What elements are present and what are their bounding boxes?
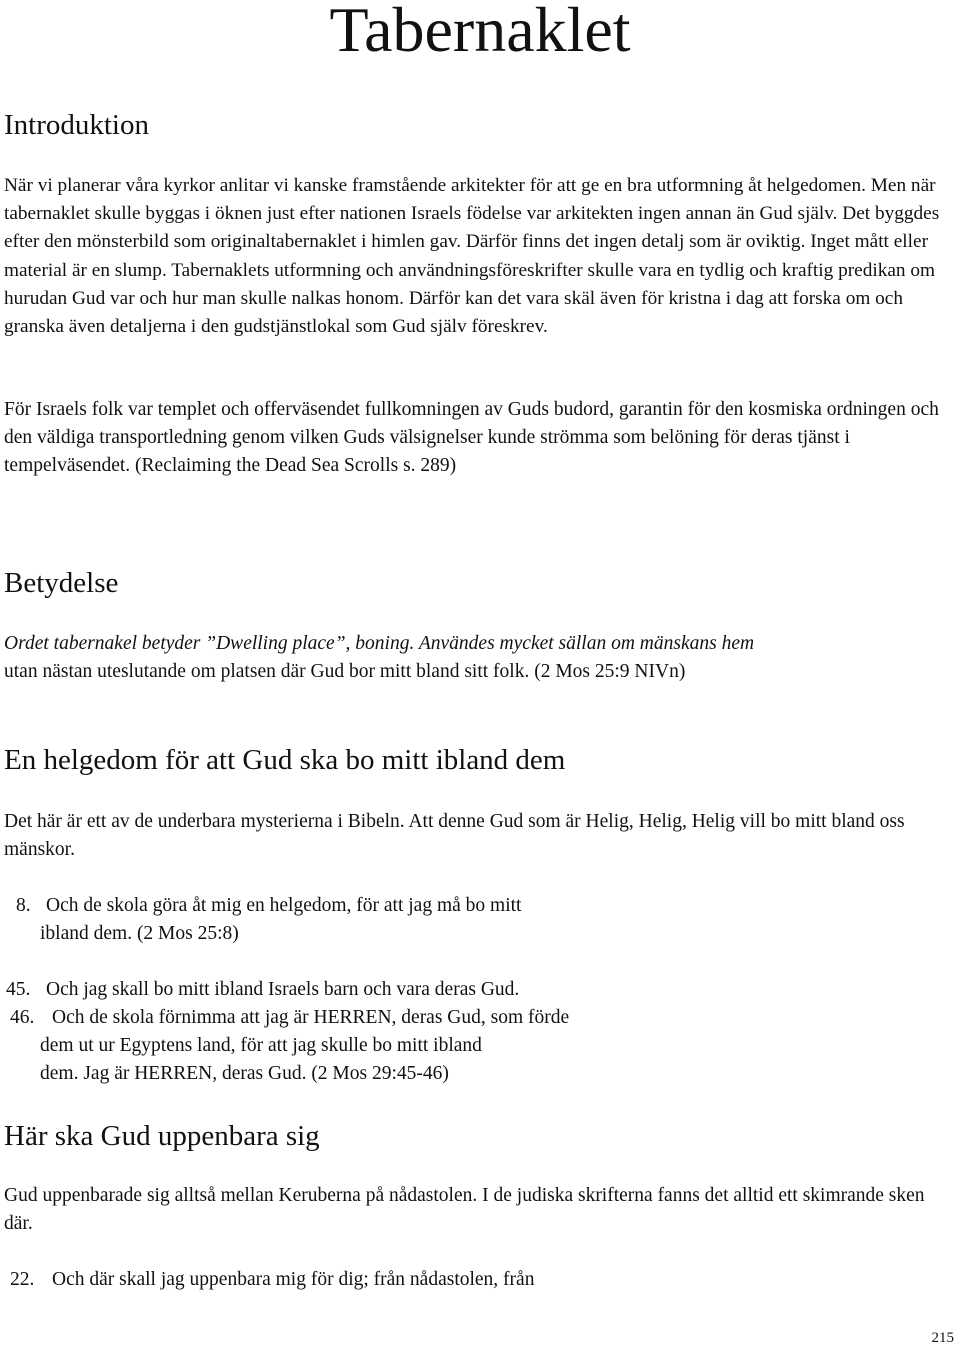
heading-betydelse: Betydelse xyxy=(4,567,119,599)
verse-8-line-2: ibland dem. (2 Mos 25:8) xyxy=(40,923,239,944)
page-title: Tabernaklet xyxy=(329,0,631,65)
verse-8-line-1: Och de skola göra åt mig en helgedom, för att jag må bo mitt xyxy=(46,895,522,916)
verse-45-number: 45. xyxy=(6,979,31,1000)
verse-46-line-2: dem ut ur Egyptens land, för att jag skulle bo mitt ibland xyxy=(40,1035,482,1056)
page-number: 215 xyxy=(931,1330,954,1346)
betydelse-italic-text: Ordet tabernakel betyder ”Dwelling place”, boning. Användes mycket sällan om mänskans hem xyxy=(4,633,755,654)
verse-22-number: 22. xyxy=(10,1269,35,1290)
betydelse-line-2: utan nästan uteslutande om platsen där Gud bor mitt bland sitt folk. (2 Mos 25:9 NIVn) xyxy=(4,661,686,682)
heading-helgedom: En helgedom för att Gud ska bo mitt ibland dem xyxy=(4,744,566,776)
uppenbara-paragraph: Gud uppenbarade sig alltså mellan Keruberna på nådastolen. I de judiska skrifterna fanns det alltid ett skimrande sken där. xyxy=(4,1185,925,1235)
intro-paragraph-2: För Israels folk var templet och offerväsendet fullkomningen av Guds budord, garantin för den kosmiska ordningen och den väldiga transportledning genom vilken Guds välsignelser kunde strömma som belöning för deras tjänst i tempelväsendet. (Reclaiming the Dead Sea Scrolls s. 289) xyxy=(4,399,939,477)
heading-introduktion: Introduktion xyxy=(4,109,149,141)
betydelse-line-1 xyxy=(4,630,754,658)
helgedom-paragraph: Det här är ett av de underbara mysterierna i Bibeln. Att denne Gud som är Helig, Helig, Helig vill bo mitt bland oss mänskor. xyxy=(4,811,905,861)
verse-45-text: Och jag skall bo mitt ibland Israels barn och vara deras Gud. xyxy=(46,979,520,1000)
verse-8-number: 8. xyxy=(16,895,31,916)
verse-46-number: 46. xyxy=(10,1007,35,1028)
verse-46-line-3: dem. Jag är HERREN, deras Gud. (2 Mos 29:45-46) xyxy=(40,1063,449,1084)
intro-paragraph-1: När vi planerar våra kyrkor anlitar vi kanske framstående arkitekter för att ge en bra utformning åt helgedomen. Men när tabernaklet skulle byggas i öknen just efter nationen Israels födelse var arkitekten ingen annan än Gud själv. Det byggdes efter den mönsterbild som originaltabernaklet i himlen gav. Därför finns det ingen detalj som är oviktig. Inget mått eller material är en slump. Tabernaklets utformning och användningsföreskrifter skulle vara en tydlig och kraftig predikan om hurudan Gud var och hur man skulle nalkas honom. Därför kan det vara skäl även för kristna i dag att forska om och granska även detaljerna i den gudstjänstlokal som Gud själv föreskrev. xyxy=(4,175,940,338)
heading-uppenbara: Här ska Gud uppenbara sig xyxy=(4,1120,320,1152)
verse-46-line-1: Och de skola förnimma att jag är HERREN, deras Gud, som förde xyxy=(52,1007,570,1028)
verse-22-text: Och där skall jag uppenbara mig för dig; från nådastolen, från xyxy=(52,1269,535,1290)
